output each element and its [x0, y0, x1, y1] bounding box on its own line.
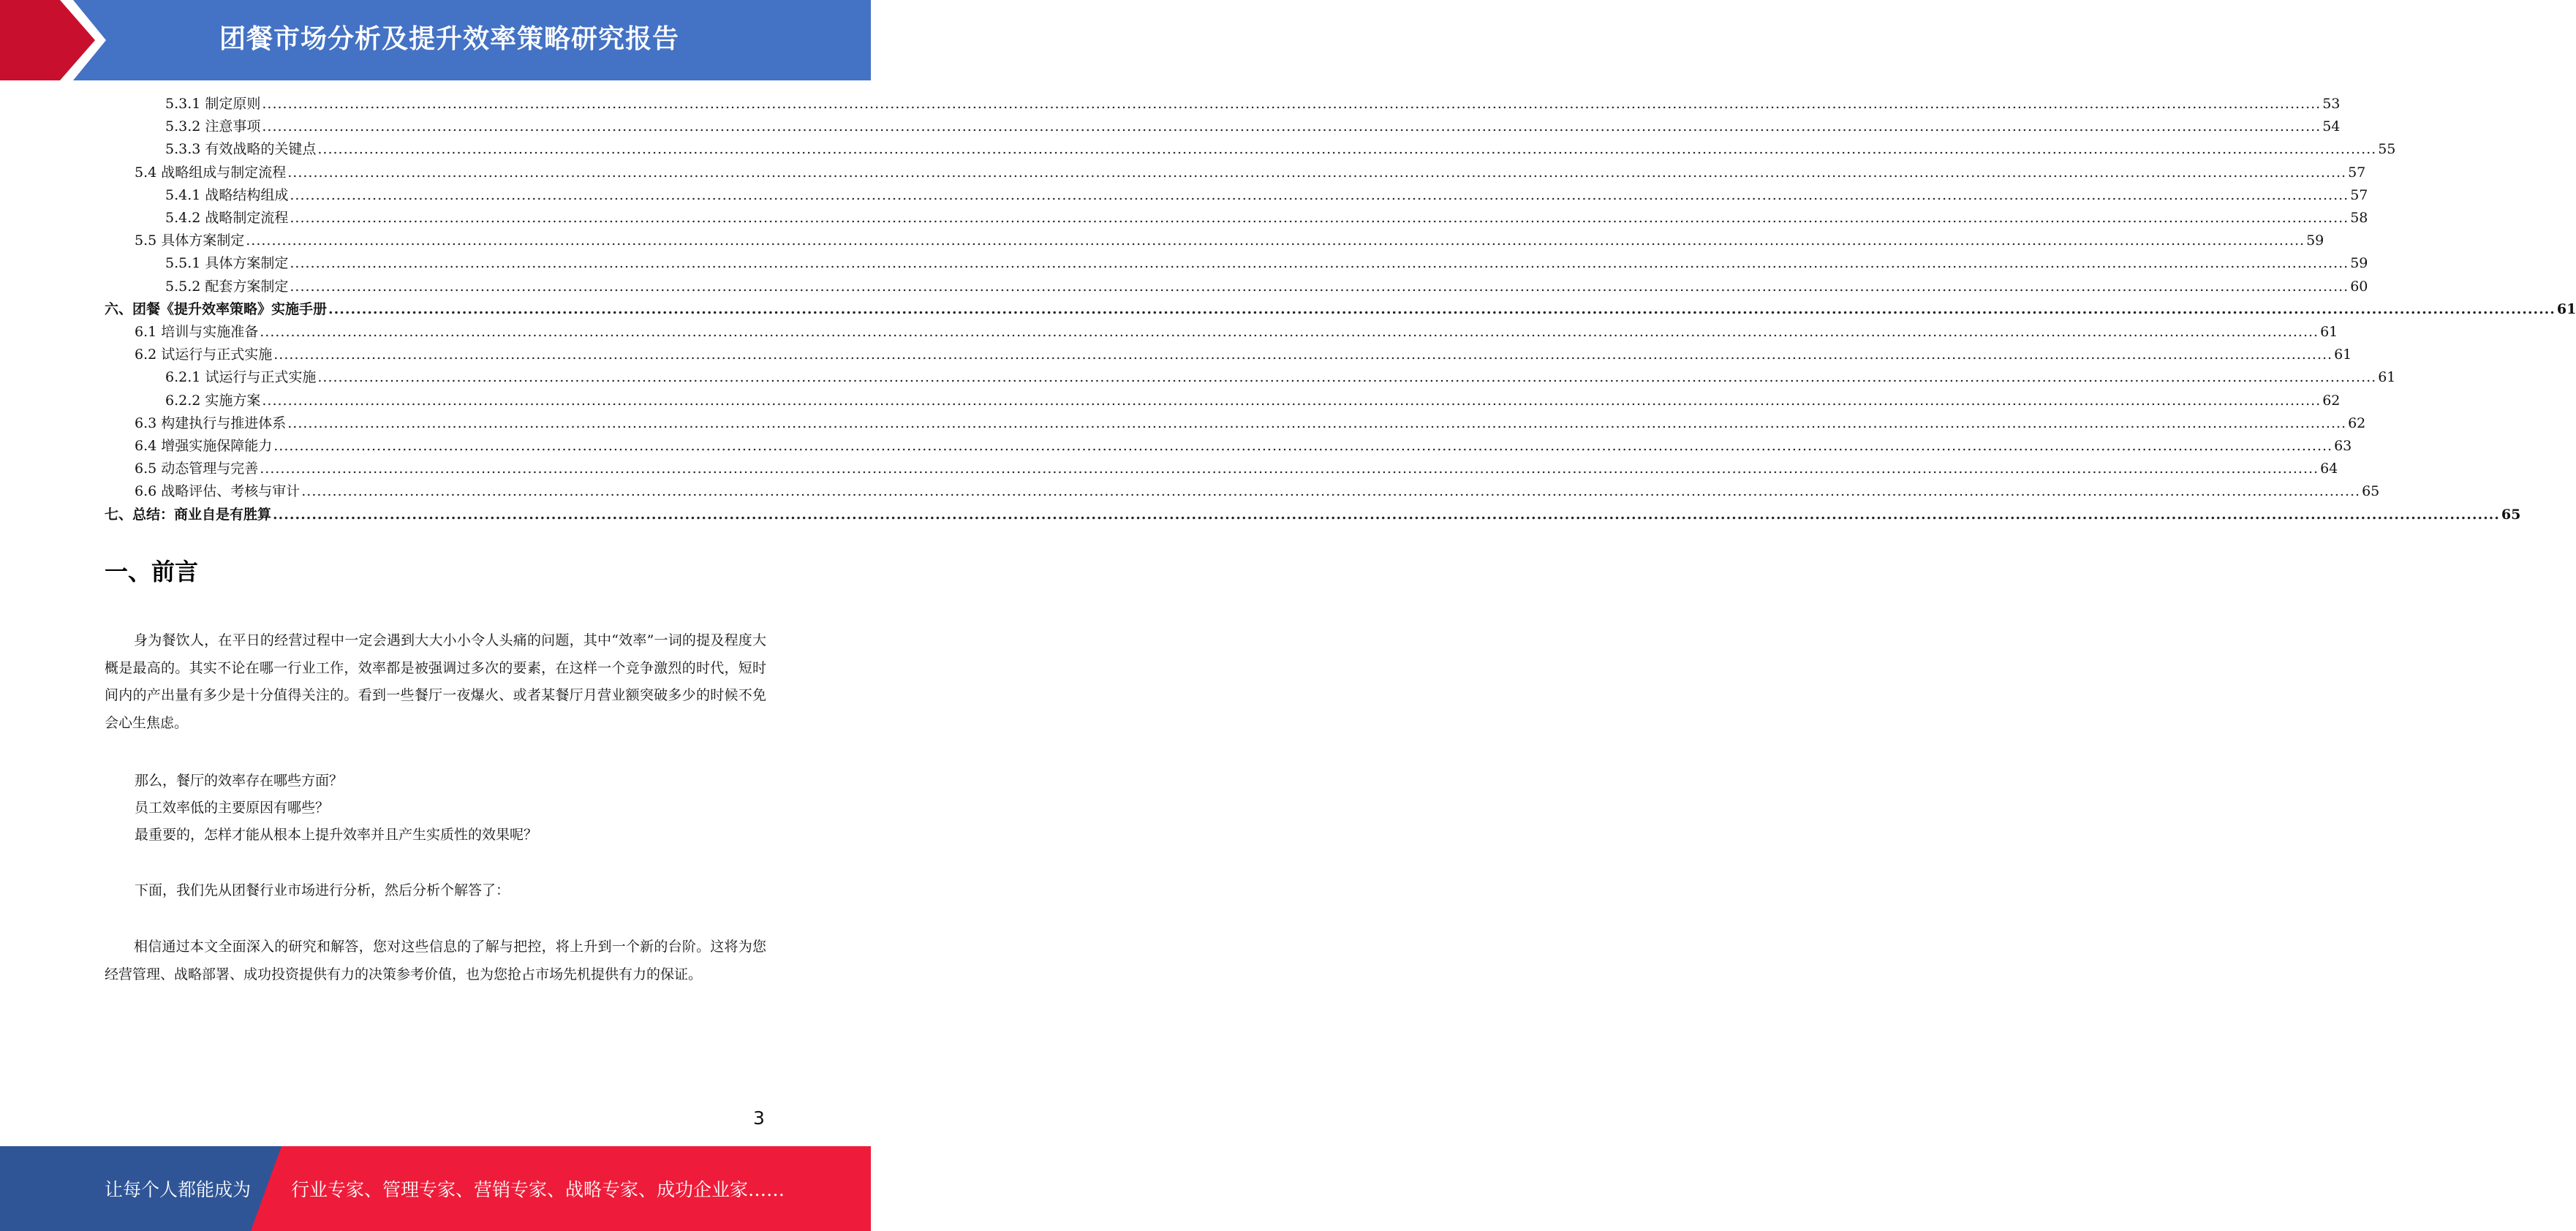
toc-entry-label: 六、团餐《提升效率策略》实施手册 — [105, 300, 328, 317]
toc-entry-label: 6.2.1 试运行与正式实施 — [165, 369, 317, 386]
toc-entry-label: 6.2 试运行与正式实施 — [135, 346, 273, 363]
toc-dot-leader: ................................................................................................................................................................................................................................................................................................................................................................................................................ — [262, 392, 2322, 409]
toc-entry-page: 61 — [2556, 300, 2576, 317]
toc-entry-label: 5.5.2 配套方案制定 — [165, 278, 289, 295]
toc-entry-label: 6.1 培训与实施准备 — [135, 324, 259, 340]
toc-entry-label: 七、总结：商业自是有胜算 — [105, 506, 272, 523]
toc-entry-label: 6.4 增强实施保障能力 — [135, 438, 273, 454]
toc-entry-page: 59 — [2306, 232, 2324, 249]
toc-dot-leader: ................................................................................................................................................................................................................................................................................................................................................................................................................ — [273, 438, 2333, 454]
toc-dot-leader: ................................................................................................................................................................................................................................................................................................................................................................................................................ — [317, 369, 2377, 386]
toc-entry-page: 61 — [2320, 324, 2338, 340]
toc-entry-label: 5.4.2 战略制定流程 — [165, 210, 289, 226]
toc-entry-label: 5.5 具体方案制定 — [135, 232, 245, 249]
toc-entry-page: 64 — [2320, 461, 2338, 477]
toc-dot-leader: ................................................................................................................................................................................................................................................................................................................................................................................................................ — [260, 461, 2319, 477]
toc-entry[interactable] — [105, 298, 2576, 321]
toc-entry-page: 55 — [2378, 141, 2396, 158]
toc-entry-page: 60 — [2350, 278, 2368, 295]
toc-entry-label: 6.2.2 实施方案 — [165, 392, 261, 409]
toc-entry-label: 5.3.2 注意事项 — [165, 118, 261, 135]
toc-dot-leader: ................................................................................................................................................................................................................................................................................................................................................................................................................ — [317, 141, 2377, 158]
toc-entry[interactable] — [165, 276, 2368, 298]
toc-entry-page: 53 — [2322, 96, 2341, 112]
toc-entry-page: 63 — [2334, 438, 2352, 454]
toc-entry[interactable] — [165, 366, 2396, 389]
toc-entry[interactable] — [135, 162, 2366, 184]
closing-paragraph: 相信通过本文全面深入的研究和解答，您对这些信息的了解与把控，将上升到一个新的台阶。这将为您经营管理、战略部署、成功投资提供有力的决策参考价值，也为您抢占市场先机提供有力的保证。 — [105, 939, 766, 982]
toc-dot-leader: ................................................................................................................................................................................................................................................................................................................................................................................................................ — [328, 300, 2556, 317]
toc-entry[interactable] — [135, 458, 2338, 480]
toc-entry-page: 57 — [2348, 164, 2366, 181]
toc-dot-leader: ................................................................................................................................................................................................................................................................................................................................................................................................................ — [273, 346, 2333, 363]
question-line-2: 员工效率低的主要原因有哪些？ — [135, 800, 330, 816]
toc-entry[interactable] — [165, 93, 2341, 115]
toc-dot-leader: ................................................................................................................................................................................................................................................................................................................................................................................................................ — [262, 96, 2322, 112]
toc-entry[interactable] — [165, 138, 2396, 161]
header-banner — [0, 0, 871, 80]
toc-entry-label: 5.3.3 有效战略的关键点 — [165, 141, 317, 158]
toc-entry-page: 61 — [2378, 369, 2396, 386]
toc-entry[interactable] — [135, 230, 2324, 252]
toc-dot-leader: ................................................................................................................................................................................................................................................................................................................................................................................................................ — [290, 210, 2349, 226]
toc-entry[interactable] — [135, 344, 2352, 366]
toc-entry[interactable] — [105, 504, 2521, 526]
toc-entry[interactable] — [165, 390, 2341, 412]
toc-entry[interactable] — [135, 435, 2352, 458]
toc-entry-page: 62 — [2348, 414, 2366, 431]
toc-entry-label: 5.4.1 战略结构组成 — [165, 186, 289, 203]
toc-entry-label: 6.5 动态管理与完善 — [135, 461, 259, 477]
toc-dot-leader: ................................................................................................................................................................................................................................................................................................................................................................................................................ — [290, 186, 2349, 203]
toc-dot-leader: ................................................................................................................................................................................................................................................................................................................................................................................................................ — [290, 255, 2349, 272]
section-title: 一、前言 — [105, 558, 199, 586]
toc-entry-label: 5.3.1 制定原则 — [165, 96, 261, 112]
page-number: 3 — [753, 1107, 765, 1129]
toc-entry-label: 6.6 战略评估、考核与审计 — [135, 483, 301, 500]
toc-dot-leader: ................................................................................................................................................................................................................................................................................................................................................................................................................ — [273, 506, 2500, 523]
toc-entry[interactable] — [165, 207, 2368, 230]
toc-entry-label: 6.3 构建执行与推进体系 — [135, 414, 287, 431]
toc-dot-leader: ................................................................................................................................................................................................................................................................................................................................................................................................................ — [287, 414, 2347, 431]
toc-entry[interactable] — [165, 252, 2368, 275]
question-line-3: 最重要的，怎样才能从根本上提升效率并且产生实质性的效果呢？ — [135, 827, 538, 843]
toc-entry[interactable] — [135, 412, 2366, 435]
toc-dot-leader: ................................................................................................................................................................................................................................................................................................................................................................................................................ — [290, 278, 2349, 295]
question-line-1: 那么，餐厅的效率存在哪些方面？ — [135, 773, 344, 789]
header-title: 团餐市场分析及提升效率策略研究报告 — [219, 24, 680, 54]
toc-dot-leader: ................................................................................................................................................................................................................................................................................................................................................................................................................ — [301, 483, 2361, 500]
footer-slogan-left: 让每个人都能成为 — [105, 1179, 252, 1200]
analysis-line: 下面，我们先从团餐行业市场进行分析，然后分析个解答了： — [135, 882, 510, 898]
toc-entry[interactable] — [165, 184, 2368, 207]
toc-entry-page: 57 — [2350, 186, 2368, 203]
toc-entry-page: 65 — [2362, 483, 2380, 500]
toc-entry[interactable] — [135, 321, 2338, 344]
footer-slogan-right: 行业专家、管理专家、营销专家、战略专家、成功企业家…… — [291, 1179, 785, 1200]
toc-dot-leader: ................................................................................................................................................................................................................................................................................................................................................................................................................ — [287, 164, 2347, 181]
toc-dot-leader: ................................................................................................................................................................................................................................................................................................................................................................................................................ — [246, 232, 2305, 249]
toc-entry[interactable] — [165, 115, 2341, 138]
toc-entry-page: 54 — [2322, 118, 2341, 135]
toc-entry-page: 59 — [2350, 255, 2368, 272]
toc-entry[interactable] — [135, 480, 2380, 503]
toc-entry-page: 61 — [2334, 346, 2352, 363]
toc-entry-page: 65 — [2501, 506, 2521, 523]
toc-entry-page: 58 — [2350, 210, 2368, 226]
toc-entry-label: 5.4 战略组成与制定流程 — [135, 164, 287, 181]
intro-paragraph: 身为餐饮人，在平日的经营过程中一定会遇到大大小小令人头痛的问题，其中“效率”一词的提及程度大概是最高的。其实不论在哪一行业工作，效率都是被强调过多次的要素，在这样一个竞争激烈的时代，短时间内的产出量有多少是十分值得关注的。看到一些餐厅一夜爆火、或者某餐厅月营业额突破多少的时候不免会心生焦虑。 — [105, 632, 766, 731]
toc-entry-label: 5.5.1 具体方案制定 — [165, 255, 289, 272]
toc-dot-leader: ................................................................................................................................................................................................................................................................................................................................................................................................................ — [262, 118, 2322, 135]
toc-entry-page: 62 — [2322, 392, 2341, 409]
toc-dot-leader: ................................................................................................................................................................................................................................................................................................................................................................................................................ — [260, 324, 2319, 340]
footer-banner — [0, 1146, 871, 1231]
